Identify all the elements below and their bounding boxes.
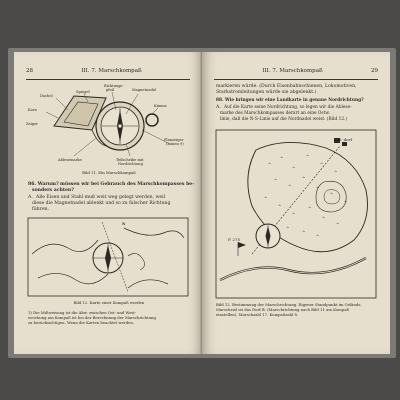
svg-text:^: ^ (286, 226, 290, 231)
answer-86-text-2: diese die Magnetnadel ablenkt und so zu falscher Richtung (32, 201, 171, 206)
svg-text:^: ^ (292, 212, 296, 217)
svg-text:^: ^ (280, 156, 284, 161)
answer-88-text-3: linie, daß die N-S-Linie auf die Nordnadel weist. (Bild 12.) (220, 117, 348, 122)
fig2-caption: Bild 12. Karte einer Kompaß worden (73, 300, 145, 305)
right-fig-caption-3: einstellen). Marschzahl 17. Kompaßzahl 8. (216, 312, 299, 317)
label-planzeiger: Planzeiger (164, 138, 184, 142)
left-header-rule (26, 79, 190, 80)
right-map-p-label: P. 275 (228, 237, 241, 242)
label-teilscheibe-2: Nordrichtung (118, 162, 143, 166)
svg-text:^: ^ (302, 176, 306, 181)
answer-88-label: A. (216, 105, 221, 110)
svg-text:^: ^ (330, 192, 334, 197)
label-spiegel: Spiegel (76, 90, 90, 94)
label-zeiger: Zeiger (26, 122, 38, 126)
right-running-title: III. 7. Marschkompaß (262, 68, 323, 74)
svg-text:^: ^ (316, 234, 320, 239)
compass-illustration (34, 86, 184, 176)
question-88-text: 88. Wie bringen wir eine Landkarte in genaue Nordrichtung? (216, 98, 364, 103)
left-page-header (26, 68, 190, 78)
answer-86-label: A. (28, 195, 33, 200)
svg-text:^: ^ (322, 216, 326, 221)
left-map-north-label: N (122, 222, 126, 226)
label-teilscheibe: Teilscheibe mit (116, 158, 144, 162)
svg-text:^: ^ (292, 166, 296, 171)
svg-text:^: ^ (278, 204, 282, 209)
label-richtungspfeil: Richtungs- (104, 84, 124, 88)
svg-text:^: ^ (320, 162, 324, 167)
answer-88-text: Auf die Karte seine Nordrichtung, so legen wir die Ablese- (224, 105, 352, 110)
right-page (202, 52, 390, 354)
svg-text:^: ^ (306, 154, 310, 159)
fig1-caption: Bild 11. Ein Marschkompaß (82, 170, 136, 175)
right-intro-text-2: Starkstromleitungen würde sie abgelenkt.) (216, 90, 317, 95)
left-footnote-2: weichung am Kompaß ist bei der Berechnung der Marschrichtung (28, 315, 156, 320)
right-page-number: 29 (370, 68, 378, 74)
left-running-title: III. 7. Marschkompaß (81, 68, 142, 74)
answer-88-text-2: marke des Marschkompasses derart an eine Ostw. (220, 111, 330, 116)
svg-text:^: ^ (336, 222, 340, 227)
label-magnetnadel: Magnetnadel (132, 88, 157, 92)
svg-text:^: ^ (316, 186, 320, 191)
svg-text:^: ^ (308, 206, 312, 211)
label-richtungspfeil-2: pfeil (106, 88, 115, 92)
answer-86-text-3: führen. (32, 207, 49, 212)
right-map-dorf-label: B.-dorf (338, 137, 352, 142)
left-page (14, 52, 202, 354)
right-header-rule (214, 79, 378, 80)
left-page-number: 28 (26, 68, 33, 74)
right-fig-caption: Bild 12. Bestimmung der Marschrichtung. Eigener Standpunkt im Gelände, (216, 302, 362, 307)
answer-86-text: Alle Eisen und Stahl muß weit weg gelegt werden, weil (36, 195, 166, 200)
question-86-label: 86. Warum? (28, 182, 59, 187)
label-dachel: Dachel (40, 94, 53, 98)
svg-text:^: ^ (288, 184, 292, 189)
svg-text:^: ^ (274, 178, 278, 183)
label-korn: Korn (28, 108, 37, 112)
label-kimme: Kimme (154, 104, 167, 108)
left-footnote: 1) Die Mißweisung ist die Abw. zwischen Ost- und West- (28, 310, 137, 315)
right-page-header (214, 68, 378, 78)
left-map-figure (28, 218, 188, 296)
right-intro-text: markieren würde. (Durch Eisenbahnschienen, Lokomotiven, (216, 84, 357, 89)
label-ablesemarke: Ablesemarke (58, 158, 82, 162)
open-book (14, 52, 390, 354)
question-86-text: müssen wir bei Gebrauch des Marschkompasses be- (60, 182, 195, 187)
svg-text:^: ^ (344, 200, 348, 205)
svg-text:^: ^ (264, 196, 268, 201)
right-fig-caption-2: Marschziel ist das Dorf B. (Marschrichtung nach Bild 11 am Kompaß (216, 307, 350, 312)
svg-text:^: ^ (268, 162, 272, 167)
label-planzeiger-2: (Linien 9) (166, 142, 184, 146)
question-86-text-2: sonders achten? (32, 188, 74, 193)
right-map-figure (216, 130, 376, 298)
left-footnote-3: zu berücksichtigen. Wenn die Karten beachtet werden. (28, 320, 135, 325)
svg-text:^: ^ (302, 230, 306, 235)
svg-text:^: ^ (334, 170, 338, 175)
